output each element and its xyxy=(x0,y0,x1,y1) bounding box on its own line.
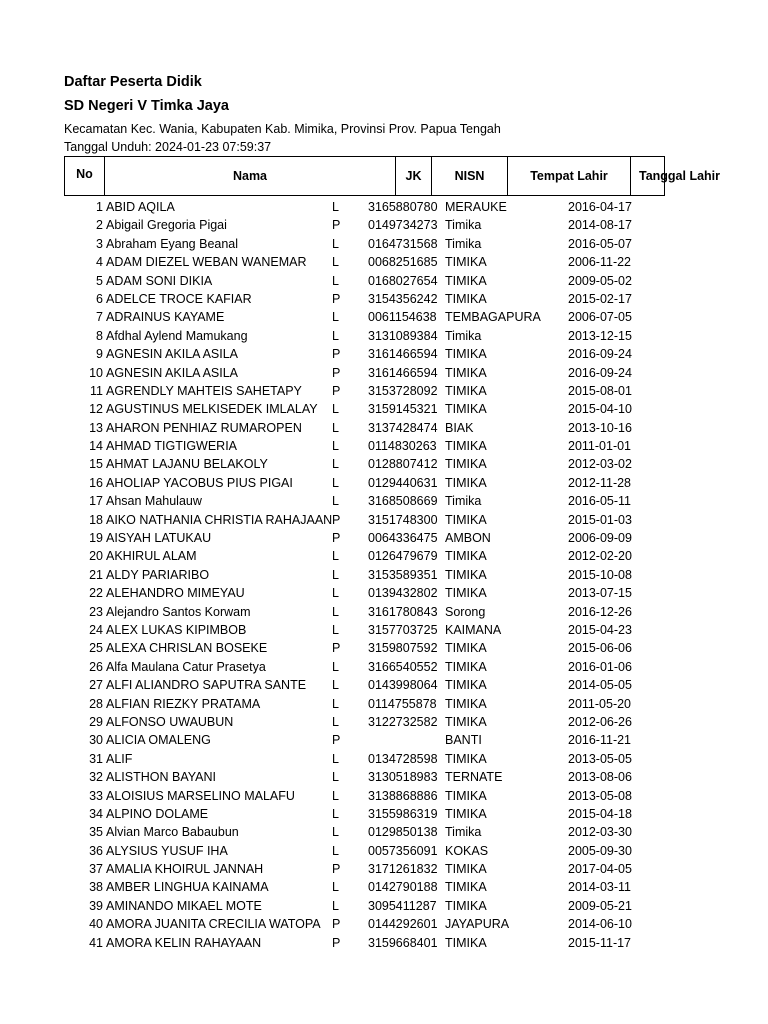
cell-nisn: 3095411287 xyxy=(368,898,437,913)
cell-jk: L xyxy=(332,898,339,913)
cell-no: 21 xyxy=(89,567,103,582)
table-row xyxy=(0,437,768,455)
cell-no: 18 xyxy=(89,512,103,527)
cell-no: 9 xyxy=(96,347,103,362)
cell-tanggal-lahir: 2015-04-10 xyxy=(568,402,632,417)
cell-jk: L xyxy=(332,549,339,564)
cell-tempat-lahir: Timika xyxy=(445,825,482,840)
cell-nisn: 0142790188 xyxy=(368,880,438,895)
cell-jk: L xyxy=(332,475,339,490)
cell-no: 6 xyxy=(96,291,103,306)
cell-no: 30 xyxy=(89,733,103,748)
cell-no: 24 xyxy=(89,622,103,637)
cell-jk: L xyxy=(332,255,339,270)
table-row xyxy=(0,860,768,878)
cell-tempat-lahir: TIMIKA xyxy=(445,439,487,454)
cell-jk: L xyxy=(332,586,339,601)
school-name: SD Negeri V Timka Jaya xyxy=(64,98,229,114)
cell-jk: P xyxy=(332,531,341,546)
table-row xyxy=(0,419,768,437)
cell-nama: AMBER LINGHUA KAINAMA xyxy=(106,880,269,895)
cell-nama: Abigail Gregoria Pigai xyxy=(106,218,227,233)
cell-nama: ALDY PARIARIBO xyxy=(106,567,210,582)
table-row xyxy=(0,603,768,621)
cell-no: 26 xyxy=(89,659,103,674)
cell-tanggal-lahir: 2016-05-07 xyxy=(568,236,632,251)
cell-nisn: 3153589351 xyxy=(368,567,438,582)
cell-nama: ADRAINUS KAYAME xyxy=(106,310,225,325)
table-row xyxy=(0,676,768,694)
cell-tanggal-lahir: 2014-05-05 xyxy=(568,678,632,693)
cell-nisn: 3159668401 xyxy=(368,935,438,950)
cell-jk: L xyxy=(332,273,339,288)
cell-tanggal-lahir: 2012-03-30 xyxy=(568,825,632,840)
cell-nama: Alfa Maulana Catur Prasetya xyxy=(106,659,266,674)
cell-nama: AGNESIN AKILA ASILA xyxy=(106,347,239,362)
table-row xyxy=(0,621,768,639)
cell-tempat-lahir: Timika xyxy=(445,328,482,343)
cell-nisn: 3131089384 xyxy=(368,328,438,343)
cell-tempat-lahir: TIMIKA xyxy=(445,880,487,895)
cell-nama: ALEX LUKAS KIPIMBOB xyxy=(106,622,247,637)
header-tempat-lahir: Tempat Lahir xyxy=(508,157,631,195)
cell-nama: Ahsan Mahulauw xyxy=(106,494,202,509)
table-row xyxy=(0,731,768,749)
cell-nisn: 3122732582 xyxy=(368,714,438,729)
cell-nama: AHOLIAP YACOBUS PIUS PIGAI xyxy=(106,475,293,490)
cell-tempat-lahir: TIMIKA xyxy=(445,714,487,729)
cell-tempat-lahir: TIMIKA xyxy=(445,402,487,417)
cell-nisn: 0068251685 xyxy=(368,255,438,270)
cell-nama: ALOISIUS MARSELINO MALAFU xyxy=(106,788,295,803)
cell-nama: Alvian Marco Babaubun xyxy=(106,825,239,840)
cell-jk: P xyxy=(332,218,341,233)
cell-nisn: 0061154638 xyxy=(368,310,437,325)
cell-tempat-lahir: TIMIKA xyxy=(445,365,487,380)
cell-tanggal-lahir: 2005-09-30 xyxy=(568,843,632,858)
cell-tempat-lahir: TIMIKA xyxy=(445,475,487,490)
cell-jk: P xyxy=(332,641,341,656)
document-title: Daftar Peserta Didik xyxy=(64,74,202,90)
cell-no: 16 xyxy=(89,475,103,490)
cell-tanggal-lahir: 2015-01-03 xyxy=(568,512,632,527)
cell-nisn: 0134728598 xyxy=(368,751,438,766)
table-header xyxy=(64,156,721,196)
cell-tanggal-lahir: 2016-09-24 xyxy=(568,347,632,362)
table-row xyxy=(0,327,768,345)
cell-no: 3 xyxy=(96,236,103,251)
cell-nama: ALEXA CHRISLAN BOSEKE xyxy=(106,641,268,656)
cell-nama: AHMAT LAJANU BELAKOLY xyxy=(106,457,268,472)
cell-tempat-lahir: KAIMANA xyxy=(445,622,502,637)
cell-jk: L xyxy=(332,328,339,343)
table-row xyxy=(0,345,768,363)
cell-tempat-lahir: KOKAS xyxy=(445,843,489,858)
cell-nisn: 0143998064 xyxy=(368,678,438,693)
cell-jk: L xyxy=(332,622,339,637)
cell-tanggal-lahir: 2016-05-11 xyxy=(568,494,632,509)
cell-nisn: 0126479679 xyxy=(368,549,438,564)
cell-jk: P xyxy=(332,862,341,877)
cell-nisn: 0164731568 xyxy=(368,236,438,251)
cell-tanggal-lahir: 2013-12-15 xyxy=(568,328,632,343)
table-row xyxy=(0,272,768,290)
cell-no: 14 xyxy=(89,439,103,454)
table-row xyxy=(0,639,768,657)
table-row xyxy=(0,566,768,584)
table-row xyxy=(0,934,768,952)
cell-nama: AMALIA KHOIRUL JANNAH xyxy=(106,862,264,877)
cell-jk: L xyxy=(332,678,339,693)
cell-tanggal-lahir: 2013-10-16 xyxy=(568,420,632,435)
cell-no: 15 xyxy=(89,457,103,472)
cell-no: 23 xyxy=(89,604,103,619)
cell-tempat-lahir: TIMIKA xyxy=(445,935,487,950)
cell-tanggal-lahir: 2016-01-06 xyxy=(568,659,632,674)
cell-jk: L xyxy=(332,659,339,674)
cell-tempat-lahir: TIMIKA xyxy=(445,273,487,288)
cell-nama: ALIF xyxy=(106,751,133,766)
table-row xyxy=(0,658,768,676)
cell-nisn: 3130518983 xyxy=(368,770,438,785)
cell-nisn: 0129850138 xyxy=(368,825,438,840)
cell-tempat-lahir: TIMIKA xyxy=(445,751,487,766)
cell-no: 7 xyxy=(96,310,103,325)
download-date: Tanggal Unduh: 2024-01-23 07:59:37 xyxy=(64,140,272,154)
cell-tanggal-lahir: 2016-09-24 xyxy=(568,365,632,380)
table-row xyxy=(0,842,768,860)
cell-tempat-lahir: TIMIKA xyxy=(445,291,487,306)
cell-nama: ADAM SONI DIKIA xyxy=(106,273,213,288)
cell-tanggal-lahir: 2011-01-01 xyxy=(568,439,632,454)
cell-tanggal-lahir: 2012-03-02 xyxy=(568,457,632,472)
cell-nisn: 0128807412 xyxy=(368,457,438,472)
cell-tempat-lahir: TIMIKA xyxy=(445,898,487,913)
table-row xyxy=(0,787,768,805)
cell-nama: AHMAD TIGTIGWERIA xyxy=(106,439,238,454)
cell-nama: AGNESIN AKILA ASILA xyxy=(106,365,239,380)
cell-tempat-lahir: TEMBAGAPURA xyxy=(445,310,541,325)
cell-jk: L xyxy=(332,420,339,435)
cell-jk: L xyxy=(332,236,339,251)
cell-nama: ALFONSO UWAUBUN xyxy=(106,714,234,729)
cell-tanggal-lahir: 2006-09-09 xyxy=(568,531,632,546)
cell-nama: AISYAH LATUKAU xyxy=(106,531,212,546)
cell-tempat-lahir: TIMIKA xyxy=(445,586,487,601)
cell-nama: AMINANDO MIKAEL MOTE xyxy=(106,898,262,913)
table-row xyxy=(0,308,768,326)
cell-tempat-lahir: Timika xyxy=(445,236,482,251)
cell-nisn: 3161466594 xyxy=(368,365,438,380)
cell-nama: ADAM DIEZEL WEBAN WANEMAR xyxy=(106,255,307,270)
cell-tanggal-lahir: 2015-04-18 xyxy=(568,806,632,821)
cell-nisn: 3171261832 xyxy=(368,862,438,877)
cell-tanggal-lahir: 2014-08-17 xyxy=(568,218,632,233)
cell-tanggal-lahir: 2015-11-17 xyxy=(568,935,632,950)
cell-no: 12 xyxy=(89,402,103,417)
cell-no: 13 xyxy=(89,420,103,435)
cell-nama: ALFIAN RIEZKY PRATAMA xyxy=(106,696,261,711)
table-row xyxy=(0,878,768,896)
cell-jk: L xyxy=(332,439,339,454)
cell-tempat-lahir: MERAUKE xyxy=(445,200,507,214)
cell-no: 2 xyxy=(96,218,103,233)
cell-no: 32 xyxy=(89,770,103,785)
cell-tanggal-lahir: 2013-07-15 xyxy=(568,586,632,601)
cell-no: 10 xyxy=(89,365,103,380)
cell-nama: AMORA KELIN RAHAYAAN xyxy=(106,935,262,950)
cell-tanggal-lahir: 2009-05-02 xyxy=(568,273,632,288)
table-row xyxy=(0,584,768,602)
cell-no: 39 xyxy=(89,898,103,913)
cell-no: 25 xyxy=(89,641,103,656)
cell-jk: P xyxy=(332,512,341,527)
cell-nisn: 3154356242 xyxy=(368,291,438,306)
cell-nama: ALPINO DOLAME xyxy=(106,806,209,821)
cell-jk: L xyxy=(332,714,339,729)
cell-jk: L xyxy=(332,751,339,766)
cell-tanggal-lahir: 2015-06-06 xyxy=(568,641,632,656)
table-row xyxy=(0,511,768,529)
cell-nisn: 3168508669 xyxy=(368,494,438,509)
table-row xyxy=(0,290,768,308)
table-row xyxy=(0,713,768,731)
cell-no: 19 xyxy=(89,531,103,546)
cell-nama: ALFI ALIANDRO SAPUTRA SANTE xyxy=(106,678,307,693)
header-jk: JK xyxy=(396,157,432,195)
cell-tempat-lahir: TIMIKA xyxy=(445,457,487,472)
cell-nisn: 0129440631 xyxy=(368,475,438,490)
table-row xyxy=(0,253,768,271)
cell-nama: AHARON PENHIAZ RUMAROPEN xyxy=(106,420,302,435)
cell-jk: P xyxy=(332,291,341,306)
cell-nisn: 3151748300 xyxy=(368,512,438,527)
table-row xyxy=(0,897,768,915)
cell-no: 31 xyxy=(89,751,103,766)
cell-tempat-lahir: Sorong xyxy=(445,604,486,619)
cell-no: 4 xyxy=(96,255,103,270)
header-nisn: NISN xyxy=(432,157,508,195)
cell-nisn: 0144292601 xyxy=(368,917,438,932)
table-row xyxy=(0,823,768,841)
cell-tempat-lahir: TIMIKA xyxy=(445,383,487,398)
table-row xyxy=(0,492,768,510)
cell-tempat-lahir: TIMIKA xyxy=(445,806,487,821)
cell-tempat-lahir: TIMIKA xyxy=(445,255,487,270)
cell-no: 38 xyxy=(89,880,103,895)
cell-nisn: 3138868886 xyxy=(368,788,438,803)
cell-nisn: 0139432802 xyxy=(368,586,438,601)
table-row xyxy=(0,547,768,565)
table-row xyxy=(0,805,768,823)
cell-tanggal-lahir: 2014-03-11 xyxy=(568,880,632,895)
header-no: No xyxy=(65,157,105,195)
cell-jk: L xyxy=(332,604,339,619)
cell-tempat-lahir: TIMIKA xyxy=(445,512,487,527)
cell-jk: L xyxy=(332,880,339,895)
cell-nisn: 0057356091 xyxy=(368,843,438,858)
cell-nisn: 3161466594 xyxy=(368,347,438,362)
cell-tempat-lahir: TIMIKA xyxy=(445,696,487,711)
cell-jk: L xyxy=(332,806,339,821)
cell-tempat-lahir: TIMIKA xyxy=(445,862,487,877)
cell-tanggal-lahir: 2016-04-17 xyxy=(568,200,632,214)
cell-no: 34 xyxy=(89,806,103,821)
cell-nisn: 3157703725 xyxy=(368,622,438,637)
cell-nisn: 3161780843 xyxy=(368,604,438,619)
cell-nama: ALYSIUS YUSUF IHA xyxy=(106,843,228,858)
cell-tempat-lahir: JAYAPURA xyxy=(445,917,510,932)
cell-tanggal-lahir: 2011-05-20 xyxy=(568,696,632,711)
cell-tanggal-lahir: 2009-05-21 xyxy=(568,898,632,913)
cell-tanggal-lahir: 2017-04-05 xyxy=(568,862,632,877)
cell-no: 11 xyxy=(90,383,103,398)
cell-tanggal-lahir: 2006-07-05 xyxy=(568,310,632,325)
cell-nama: AMORA JUANITA CRECILIA WATOPA xyxy=(106,917,321,932)
cell-no: 17 xyxy=(89,494,103,509)
cell-nama: AGUSTINUS MELKISEDEK IMLALAY xyxy=(106,402,318,417)
cell-no: 36 xyxy=(89,843,103,858)
cell-nisn: 0114830263 xyxy=(368,439,437,454)
cell-tanggal-lahir: 2013-05-05 xyxy=(568,751,632,766)
table-row xyxy=(0,695,768,713)
cell-tempat-lahir: TIMIKA xyxy=(445,347,487,362)
table-row xyxy=(0,364,768,382)
cell-jk: P xyxy=(332,917,341,932)
cell-tempat-lahir: TIMIKA xyxy=(445,788,487,803)
cell-jk: L xyxy=(332,494,339,509)
cell-nisn: 3137428474 xyxy=(368,420,438,435)
cell-tempat-lahir: AMBON xyxy=(445,531,491,546)
cell-jk: L xyxy=(332,310,339,325)
cell-nama: AGRENDLY MAHTEIS SAHETAPY xyxy=(106,383,302,398)
table-row xyxy=(0,750,768,768)
cell-jk: P xyxy=(332,383,341,398)
cell-tanggal-lahir: 2015-04-23 xyxy=(568,622,632,637)
table-row xyxy=(0,455,768,473)
cell-no: 8 xyxy=(96,328,103,343)
cell-tempat-lahir: TIMIKA xyxy=(445,549,487,564)
cell-nisn: 3166540552 xyxy=(368,659,438,674)
cell-nisn: 3159807592 xyxy=(368,641,438,656)
cell-nisn: 3159145321 xyxy=(368,402,438,417)
cell-tempat-lahir: Timika xyxy=(445,494,482,509)
table-row xyxy=(0,216,768,234)
cell-jk: L xyxy=(332,825,339,840)
cell-nama: Alejandro Santos Korwam xyxy=(106,604,251,619)
cell-tanggal-lahir: 2016-11-21 xyxy=(568,733,632,748)
cell-tanggal-lahir: 2016-12-26 xyxy=(568,604,632,619)
cell-no: 1 xyxy=(96,200,103,214)
cell-jk: P xyxy=(332,733,341,748)
cell-nisn: 3165880780 xyxy=(368,200,438,214)
cell-no: 33 xyxy=(89,788,103,803)
cell-jk: P xyxy=(332,935,341,950)
cell-nama: ABID AQILA xyxy=(106,200,175,214)
cell-jk: L xyxy=(332,696,339,711)
table-row xyxy=(0,474,768,492)
table-row xyxy=(0,400,768,418)
table-row xyxy=(0,529,768,547)
cell-nama: ALEHANDRO MIMEYAU xyxy=(106,586,245,601)
cell-jk: L xyxy=(332,788,339,803)
cell-no: 29 xyxy=(89,714,103,729)
cell-no: 22 xyxy=(89,586,103,601)
cell-tanggal-lahir: 2014-06-10 xyxy=(568,917,632,932)
cell-tanggal-lahir: 2012-06-26 xyxy=(568,714,632,729)
cell-tempat-lahir: TERNATE xyxy=(445,770,503,785)
cell-nama: Afdhal Aylend Mamukang xyxy=(106,328,248,343)
table-row xyxy=(0,198,768,216)
cell-nisn: 0114755878 xyxy=(368,696,437,711)
cell-no: 35 xyxy=(89,825,103,840)
cell-nisn: 0064336475 xyxy=(368,531,438,546)
cell-tempat-lahir: TIMIKA xyxy=(445,659,487,674)
cell-jk: P xyxy=(332,365,341,380)
cell-nama: AIKO NATHANIA CHRISTIA RAHAJAAN xyxy=(106,512,333,527)
cell-jk: L xyxy=(332,843,339,858)
cell-no: 41 xyxy=(89,935,103,950)
cell-jk: L xyxy=(332,402,339,417)
cell-tempat-lahir: BANTI xyxy=(445,733,482,748)
table-row xyxy=(0,382,768,400)
cell-nama: ADELCE TROCE KAFIAR xyxy=(106,291,252,306)
cell-tempat-lahir: TIMIKA xyxy=(445,641,487,656)
cell-jk: L xyxy=(332,457,339,472)
cell-nama: ALICIA OMALENG xyxy=(106,733,211,748)
cell-tempat-lahir: TIMIKA xyxy=(445,567,487,582)
cell-tanggal-lahir: 2013-08-06 xyxy=(568,770,632,785)
cell-nama: AKHIRUL ALAM xyxy=(106,549,197,564)
cell-nisn: 0149734273 xyxy=(368,218,438,233)
cell-nisn: 3153728092 xyxy=(368,383,438,398)
cell-no: 5 xyxy=(96,273,103,288)
cell-nisn: 0168027654 xyxy=(368,273,438,288)
cell-tempat-lahir: TIMIKA xyxy=(445,678,487,693)
cell-jk: L xyxy=(332,567,339,582)
cell-nisn: 3155986319 xyxy=(368,806,438,821)
cell-jk: L xyxy=(332,770,339,785)
header-tanggal-lahir: Tanggal Lahir xyxy=(638,169,721,183)
cell-tempat-lahir: BIAK xyxy=(445,420,474,435)
cell-tempat-lahir: Timika xyxy=(445,218,482,233)
cell-tanggal-lahir: 2015-02-17 xyxy=(568,291,632,306)
cell-no: 20 xyxy=(89,549,103,564)
header-nama: Nama xyxy=(105,157,396,195)
table-row xyxy=(0,768,768,786)
cell-no: 28 xyxy=(89,696,103,711)
cell-no: 37 xyxy=(89,862,103,877)
cell-nama: ALISTHON BAYANI xyxy=(106,770,216,785)
cell-jk: L xyxy=(332,200,339,214)
cell-jk: P xyxy=(332,347,341,362)
table-row xyxy=(0,915,768,933)
table-body xyxy=(0,198,768,952)
table-row xyxy=(0,235,768,253)
cell-tanggal-lahir: 2012-11-28 xyxy=(568,475,632,490)
region-line: Kecamatan Kec. Wania, Kabupaten Kab. Mimika, Provinsi Prov. Papua Tengah xyxy=(64,122,501,136)
cell-tanggal-lahir: 2015-08-01 xyxy=(568,383,632,398)
cell-tanggal-lahir: 2013-05-08 xyxy=(568,788,632,803)
cell-tanggal-lahir: 2006-11-22 xyxy=(568,255,632,270)
cell-tanggal-lahir: 2015-10-08 xyxy=(568,567,632,582)
cell-nama: Abraham Eyang Beanal xyxy=(106,236,239,251)
cell-tanggal-lahir: 2012-02-20 xyxy=(568,549,632,564)
cell-no: 40 xyxy=(89,917,103,932)
cell-no: 27 xyxy=(89,678,103,693)
